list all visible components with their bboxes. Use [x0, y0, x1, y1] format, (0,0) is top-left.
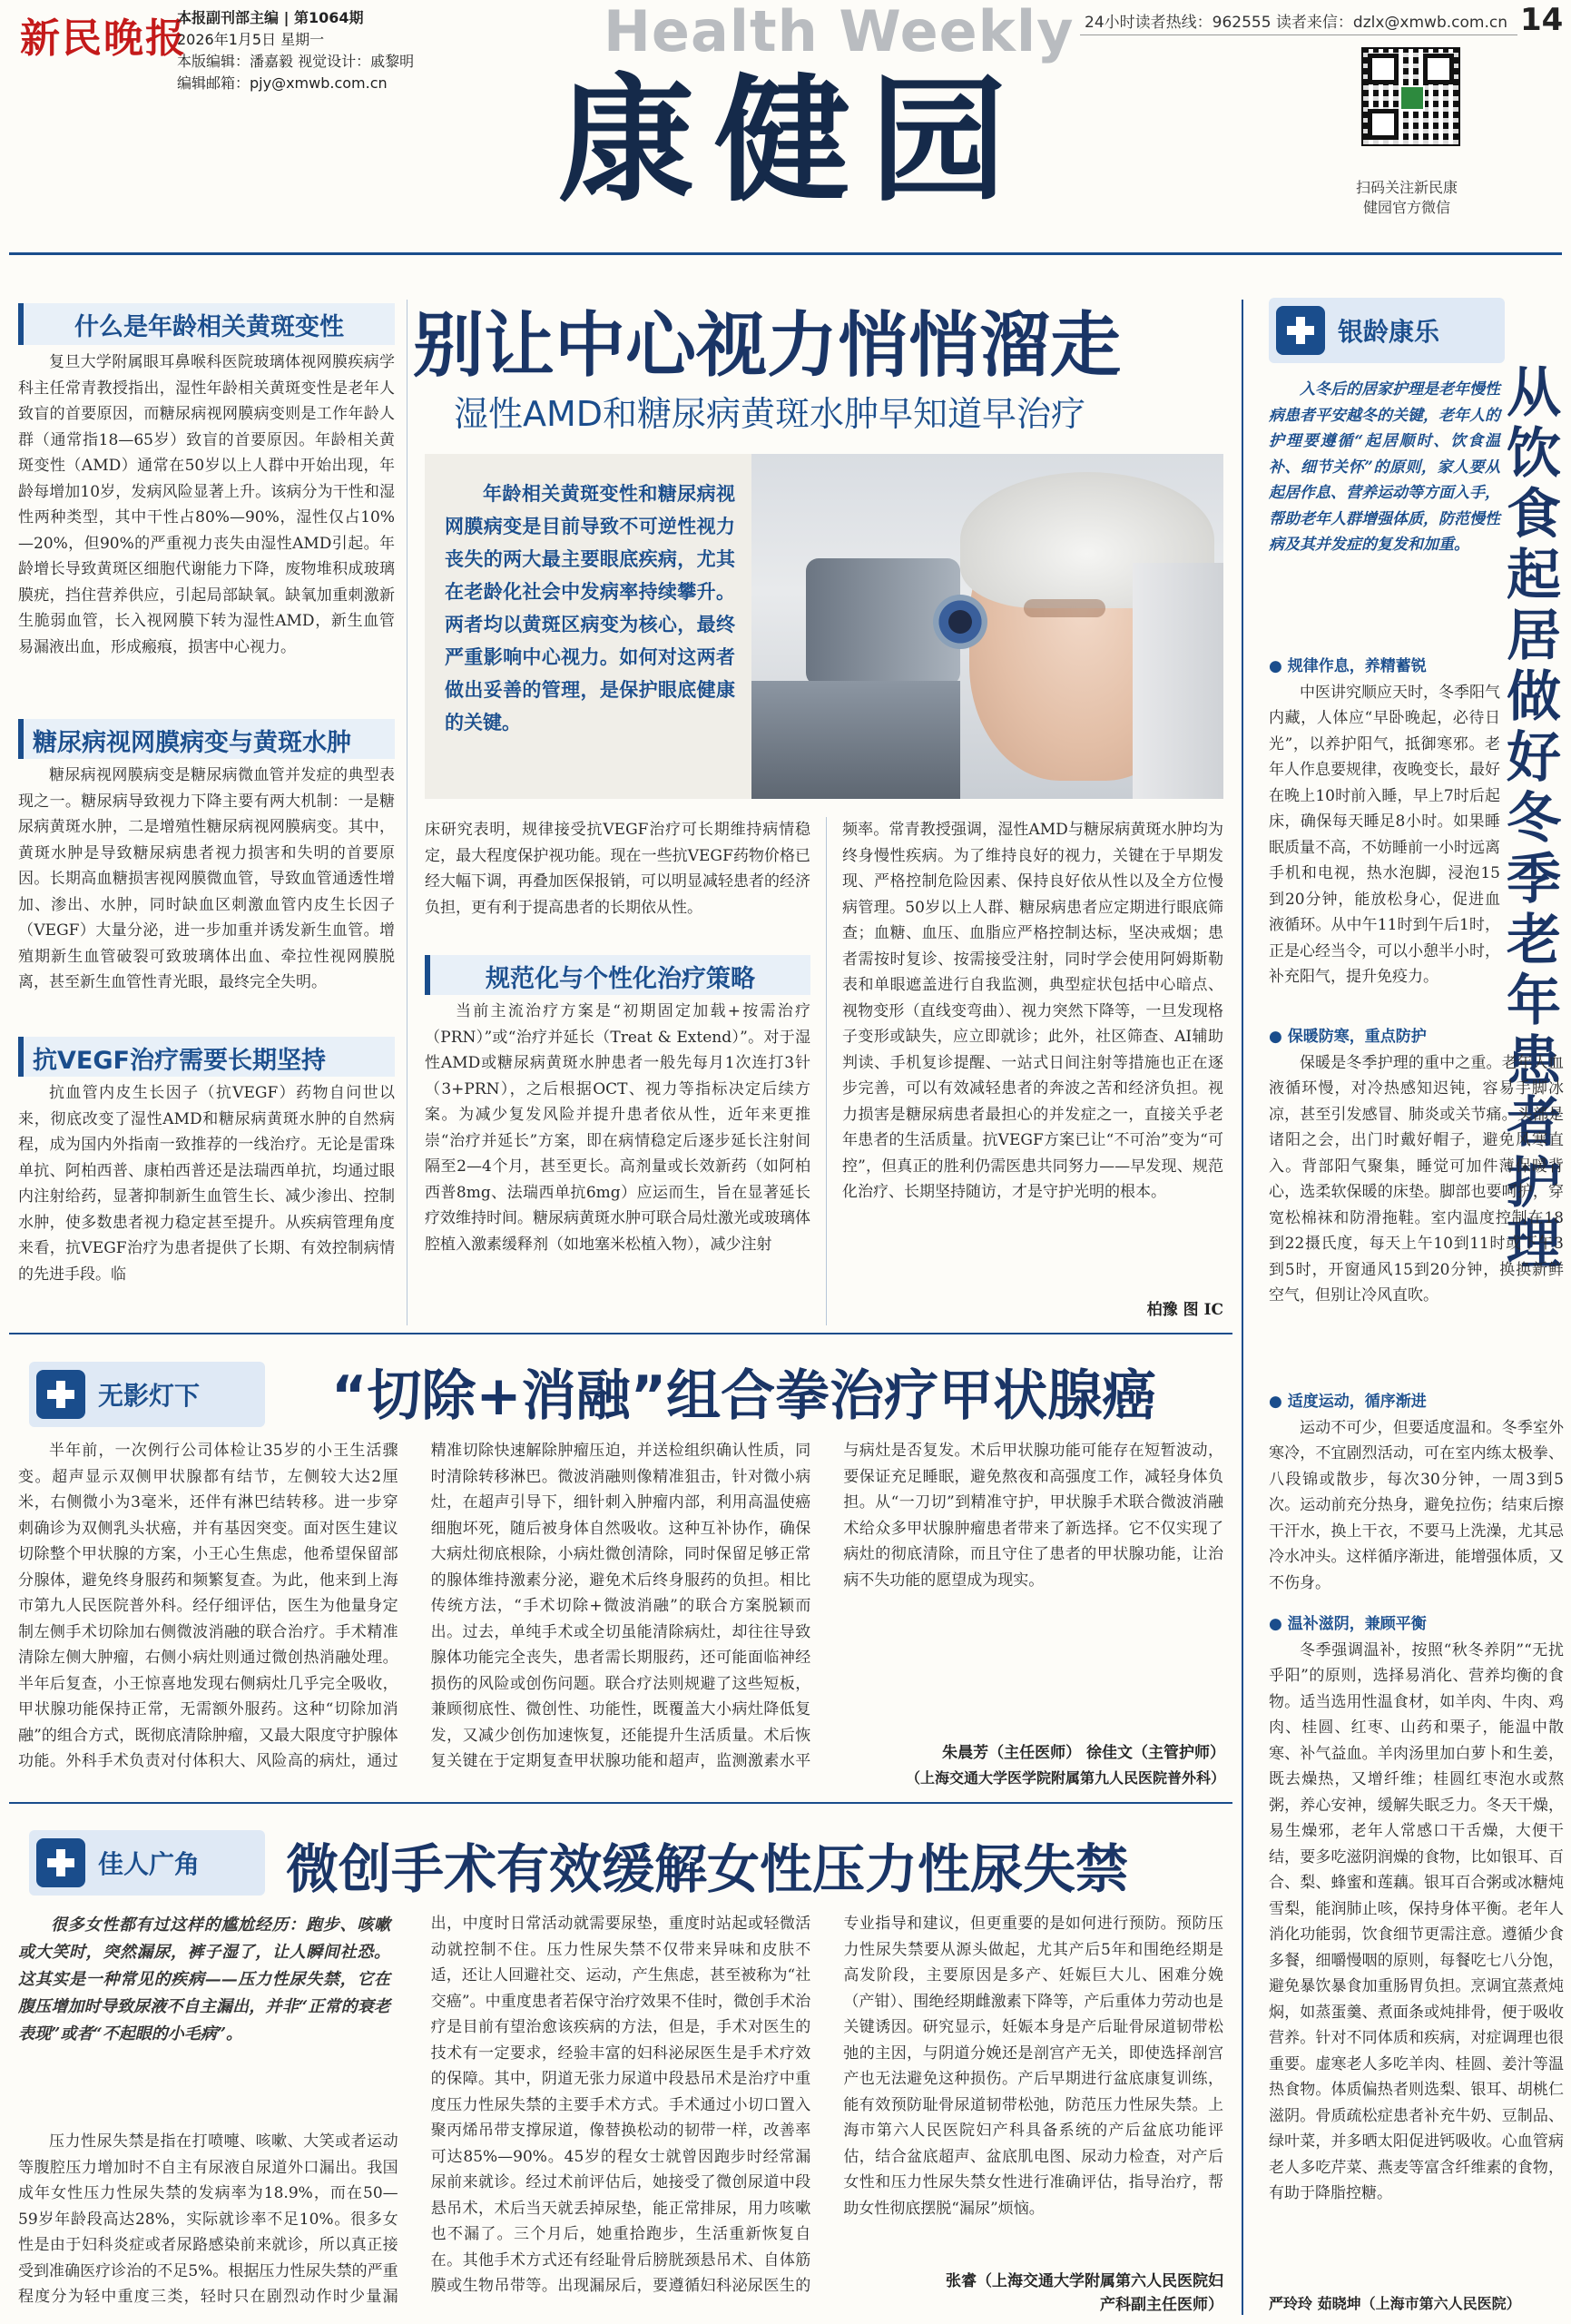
- text-columns: [18, 1911, 1223, 2319]
- section-badge: [1269, 298, 1505, 363]
- medical-cross-icon: [36, 1370, 85, 1419]
- masthead-divider: [9, 252, 1562, 255]
- intro-box: [425, 454, 1223, 799]
- info-line: 编辑邮箱：pjy@xmwb.com.cn: [177, 74, 388, 92]
- sidebar-headline: 从饮食起居做好冬季老年患者护理: [1507, 361, 1561, 1276]
- author-line: 张睿（上海交通大学附属第六人民医院妇: [946, 2272, 1223, 2290]
- paragraph: 中医讲究顺应天时，冬季阳气内藏，人体应“早卧晚起，必待日光”，以养护阳气，抵御寒邪。老年人作息要规律，夜晚变长，最好在晚上10时前入睡，早上7时后起床，确保每天睡足8小时。如果睡眠质量不高，不妨睡前一小时远离手机和电视，热水泡脚，浸泡15到20分钟，能放松身心，促进血液循环。从中午11时到午后1时，正是心经当令，可以小憩半小时，补充阳气，提升免疫力。: [1269, 683, 1500, 986]
- subhead: ● 保暖防寒，重点防护: [1269, 1028, 1427, 1046]
- article-text: [18, 1080, 395, 1321]
- section-badge: [29, 1362, 265, 1427]
- section-heading: 规范化与个性化治疗策略: [425, 955, 810, 995]
- article-text: [425, 999, 810, 1321]
- author-affiliation: 产科副主任医师）: [1100, 2296, 1223, 2314]
- paragraph: 频率。常青教授强调，湿性AMD与糖尿病黄斑水肿均为终身慢性疾病。为了维持良好的视力，关键在于早期发现、严格控制危险因素、保持良好依从性以及全方位慢病管理。50岁以上人群、糖尿病患者应定期进行眼底筛查；血糖、血压、血脂应严格控制达标，坚决戒烟；患者需按时复诊、按需接受注射，同时学会使用阿姆斯勒表和单眼遮盖进行自我监测，典型症状包括中心暗点、视物变形（直线变弯曲）、视力突然下降等，一旦发现格子变形或缺失，应立即就诊；此外，社区筛查、AI辅助判读、手机复诊提醒、一站式日间注射等措施也正在逐步完善，可以有效减轻患者的奔波之苦和经济负担。视力损害是糖尿病患者最担心的并发症之一，直接关乎老年患者的生活质量。抗VEGF方案已让“不可治”变为“可控”，但真正的胜利仍需医患共同努力——早发现、规范化治疗、长期坚持随访，才是守护光明的根本。: [842, 821, 1223, 1201]
- article-text: [18, 1438, 1223, 1792]
- info-line: 本版编辑：潘嘉毅 视觉设计：戚黎明: [177, 53, 415, 70]
- subhead: ● 适度运动，循序渐进: [1269, 1393, 1427, 1411]
- paragraph: 糖尿病视网膜病变是糖尿病微血管并发症的典型表现之一。糖尿病导致视力下降主要有两大机制：一是糖尿病黄斑水肿，二是增殖性糖尿病视网膜病变。其中，黄斑水肿是导致糖尿病患者视力损害和失明的首要原因。长期高血糖损害视网膜微血管，导致血管通透性增加、渗出、水肿，同时缺血区刺激血管内皮生长因子（VEGF）大量分泌，进一步加重并诱发新生血管。增殖期新生血管破裂可致玻璃体出血、牵拉性视网膜脱离，甚至新生血管性青光眼，最终完全失明。: [18, 766, 395, 991]
- medical-cross-icon: [1276, 306, 1325, 355]
- article-text: [425, 817, 810, 953]
- page-number: 14: [1520, 2, 1564, 38]
- section-heading: 糖尿病视网膜病变与黄斑水肿: [18, 719, 395, 759]
- paragraph: 抗血管内皮生长因子（抗VEGF）药物自问世以来，彻底改变了湿性AMD和糖尿病黄斑水肿的自然病程，成为国内外指南一致推荐的一线治疗。无论是雷珠单抗、阿柏西普、康柏西普还是法瑞西单抗，均通过眼内注射给药，显著抑制新生血管生长、减少渗出、控制水肿，使多数患者视力稳定甚至提升。从疾病管理角度来看，抗VEGF治疗为患者提供了长期、有效控制病情的先进手段。临: [18, 1084, 395, 1284]
- paragraph: 压力性尿失禁是指在打喷嚏、咳嗽、大笑或者运动等腹腔压力增加时不自主有尿液自尿道外口漏出。我国成年女性压力性尿失禁的发病率为18.9%，而在50—59岁年龄段高达28%，实际就诊率不足10%。很多女性是由于妇科炎症或者尿路感染前来就诊，所以真正接受到准确医疗诊治的不足5%。根据压力性尿失禁的严重程度分为轻中重度三类，轻时只在剧烈动作时少量漏出，中度时日常活动就需要尿垫，重度时站起或轻微活动就控制不住。压力性尿失禁不仅带来异味和皮肤不适，还让人回避社交、运动，产生焦虑，甚至被称为“社交癌”。中重度患者若保守治疗效果不佳时，微创手术治疗是目前有望治愈该疾病的方法，但是，手术对医生的技术有一定要求，经验丰富的妇科泌尿医生是手术疗效的保障。其中，阴道无张力尿道中段悬吊术是治疗中重度压力性尿失禁的主要手术方式。手术通过小切口置入聚丙烯吊带支撑尿道，像替换松动的韧带一样，改善率可达85%—90%。45岁的程女士就曾因跑步时经常漏尿前来就诊。经过术前评估后，她接受了微创尿道中段悬吊术，术后当天就丢掉尿垫，能正常排尿，用力咳嗽也不漏了。三个月后，她重拾跑步，生活重新恢复自在。其他手术方式还有经耻骨后膀胱颈悬吊术、自体筋膜或生物吊带等。出现漏尿后，要遵循妇科泌尿医生的专业指导和建议，但更重要的是如何进行预防。预防压力性尿失禁要从源头做起，尤其产后5年和围绝经期是高发阶段，主要原因是多产、妊娠巨大儿、困难分娩（产钳）、围绝经期雌激素下降等，产后重体力劳动也是关键诱因。研究显示，妊娠本身是产后耻骨尿道韧带松弛的主因，与阴道分娩还是剖宫产无关，即使选择剖宫产也无法避免这种损伤。产后早期进行盆底康复训练，能有效预防耻骨尿道韧带松弛，防范压力性尿失禁。上海市第六人民医院妇产科具备系统的产后盆底功能评估，结合盆底超声、盆底肌电图、尿动力检查，对产后女性和压力性尿失禁女性进行准确评估，指导治疗，帮助女性彻底摆脱“漏尿”烦恼。: [18, 1915, 1223, 2306]
- paragraph: 冬季强调温补，按照“秋冬养阴”“无扰乎阳”的原则，选择易消化、营养均衡的食物。适当选用性温食材，如羊肉、牛肉、鸡肉、桂圆、红枣、山药和栗子，能温中散寒、补气益血。羊肉汤里加白萝卜和生姜，既去燥热，又增纤维；桂圆红枣泡水或熬粥，养心安神，缓解失眠乏力。冬天干燥，易生燥邪，老年人常感口干舌燥，大便干结，要多吃滋阴润燥的食物，比如银耳、百合、梨、蜂蜜和莲藕。银耳百合粥或冰糖炖雪梨，能润肺止咳，保持身体平衡。老年人消化功能弱，饮食细节更需注意。遵循少食多餐，细嚼慢咽的原则，每餐吃七八分饱，避免暴饮暴食加重肠胃负担。烹调宜蒸煮炖焖，如蒸蛋羹、煮面条或炖排骨，便于吸收营养。针对不同体质和疾病，对症调理也很重要。虚寒老人多吃羊肉、桂圆、姜汁等温热食物。体质偏热者则选梨、银耳、胡桃仁滋阴。骨质疏松症患者补充牛奶、豆制品、绿叶菜，并多晒太阳促进钙吸收。心血管病老人多吃芹菜、燕麦等富含纤维素的食物，有助于降脂控糖。: [1269, 1640, 1564, 2202]
- intro-text: 年龄相关黄斑变性和糖尿病视网膜病变是目前导致不可逆性视力丧失的两大最主要眼底疾病，尤其在老龄化社会中发病率持续攀升。两者均以黄斑区病变为核心，最终严重影响中心视力。如何对这两者做出妥善的管理，是保护眼底健康的关键。: [445, 483, 735, 734]
- sidebar-text: [1269, 1024, 1564, 1387]
- english-title: Health Weekly: [604, 0, 1075, 64]
- sidebar-text: [1269, 1389, 1564, 1634]
- section-heading: 什么是年龄相关黄斑变性: [18, 303, 395, 345]
- lead-text: 很多女性都有过这样的尴尬经历：跑步、咳嗽或大笑时，突然漏尿，裤子湿了，让人瞬间社恐。这其实是一种常见的疾病——压力性尿失禁，它在腹压增加时导致尿液不自主漏出，并非“正常的衰老表现”或者“不起眼的小毛病”。: [18, 1915, 390, 2043]
- eye-exam-photo: [751, 454, 1223, 799]
- main-headline: 别让中心视力悄悄溜走: [413, 305, 1122, 387]
- medical-cross-icon: [36, 1838, 85, 1887]
- subhead: ● 温补滋阴，兼顾平衡: [1269, 1615, 1427, 1633]
- author-line: 朱晨芳（主任医师） 徐佳文（主管护师）: [942, 1744, 1225, 1762]
- section-heading: 抗VEGF治疗需要长期坚持: [18, 1037, 395, 1077]
- article-text: [18, 763, 395, 1035]
- section-badge: [29, 1830, 265, 1896]
- incontinence-headline: 微创手术有效缓解女性压力性尿失禁: [286, 1838, 1129, 1900]
- paragraph: 复旦大学附属眼耳鼻喉科医院玻璃体视网膜疾病学科主任常青教授指出，湿性年龄相关黄斑变性是老年人致盲的首要原因，而糖尿病视网膜病变则是工作年龄人群（通常指18—65岁）致盲的首要原因。年龄相关黄斑变性（AMD）通常在50岁以上人群中开始出现，年龄每增加10岁，发病风险显著上升。该病分为干性和湿性两种类型，其中干性占80%—90%，湿性仅占10%—20%，但90%的严重视力丧失由湿性AMD引起。年龄增长导致黄斑区细胞代谢能力下降，废物堆积成玻璃膜疣，挡住营养供应，引起局部缺氧。缺氧加重刺激新生脆弱血管，长入视网膜下转为湿性AMD，新生血管易漏液出血，形成瘢痕，损害中心视力。: [18, 353, 395, 656]
- author-line: 严玲玲 茹晓坤（上海市第六人民医院）: [1269, 2295, 1521, 2312]
- paragraph: 床研究表明，规律接受抗VEGF治疗可长期维持病情稳定，最大程度保护视功能。现在一些抗VEGF药物价格已经大幅下调，再叠加医保报销，可以明显减轻患者的经济负担，更有利于提高患者的长期依从性。: [425, 821, 810, 917]
- qr-code[interactable]: [1361, 47, 1460, 146]
- masthead: [0, 0, 1571, 250]
- paragraph: 保暖是冬季护理的重中之重。老年人血液循环慢，对冷热感知迟钝，容易手脚冰凉，甚至引发感冒、肺炎或关节痛。头部是诸阳之会，出门时戴好帽子，避免风寒直入。背部阳气聚集，睡觉可加件薄保暖背心，选柔软保暖的床垫。脚部也要呵护，穿宽松棉袜和防滑拖鞋。室内温度控制在18到22摄氏度，每天上午10到11时或下午3到5时，开窗通风15到20分钟，换换新鲜空气，但别让冷风直吹。: [1269, 1053, 1564, 1305]
- thyroid-headline: “切除+消融”组合拳治疗甲状腺癌: [331, 1364, 1157, 1428]
- author-affiliation: （上海交通大学医学院附属第九人民医院普外科）: [905, 1769, 1225, 1787]
- sidebar-intro: 入冬后的居家护理是老年慢性病患者平安越冬的关键，老年人的护理要遵循“起居顺时、饮食温补、细节关怀”的原则，家人要从起居作息、营养运动等方面入手，帮助老年人群增强体质，防范慢性病及其并发症的复发和加重。: [1269, 380, 1500, 554]
- paragraph: 当前主流治疗方案是“初期固定加载+按需治疗（PRN）”或“治疗并延长（Treat & Extend）”。对于湿性AMD或糖尿病黄斑水肿患者一般先每月1次连打3针（3+PRN），之后根据OCT、视力等指标决定后续方案。为减少复发风险并提升患者依从性，近年来更推崇“治疗并延长”方案，即在病情稳定后逐步延长注射间隔至2—4个月，甚至更长。高剂量或长效新药（如阿柏西普8mg、法瑞西单抗6mg）应运而生，旨在显著延长疗效维持时间。糖尿病黄斑水肿可联合局灶激光或玻璃体腔植入激素缓释剂（如地塞米松植入物），减少注射: [425, 1002, 810, 1254]
- chinese-title: 康健园: [558, 61, 1027, 221]
- paragraph: 运动不可少，但要适度温和。冬季室外寒冷，不宜剧烈活动，可在室内练太极拳、八段锦或散步，每次30分钟，一周3到5次。运动前充分热身，避免拉伤；结束后擦干汗水，换上干衣，不要马上洗澡，尤其忌冷水冲头。这样循序渐进，能增强体质，又不伤身。: [1269, 1418, 1564, 1592]
- qr-caption: 扫码关注新民康健园官方微信: [1355, 179, 1458, 216]
- article-text: [18, 350, 395, 717]
- hotline: 24小时读者热线：962555 读者来信：dzlx@xmwb.com.cn: [1085, 14, 1507, 32]
- masthead-info: [177, 7, 414, 94]
- article-text: [842, 817, 1223, 1298]
- badge-label: 佳人广角: [98, 1849, 201, 1879]
- badge-label: 银龄康乐: [1338, 317, 1440, 347]
- photo-credit: 柏豫 图 IC: [1146, 1301, 1223, 1319]
- subhead: ● 规律作息，养精蓄锐: [1269, 657, 1427, 675]
- badge-label: 无影灯下: [98, 1381, 201, 1411]
- paragraph: 半年前，一次例行公司体检让35岁的小王生活骤变。超声显示双侧甲状腺都有结节，左侧较大达2厘米，右侧微小为3毫米，还伴有淋巴结转移。进一步穿刺确诊为双侧乳头状癌，并有基因突变。面对医生建议切除整个甲状腺的方案，小王心生焦虑，他希望保留部分腺体，避免终身服药和频繁复查。为此，他来到上海市第九人民医院普外科。经仔细评估，医生为他量身定制左侧手术切除加右侧微波消融的联合治疗。手术精准清除左侧大肿瘤，右侧小病灶则通过微创热消融处理。半年后复查，小王惊喜地发现右侧病灶几乎完全吸收，甲状腺功能保持正常，无需额外服药。这种“切除加消融”的组合方式，既彻底清除肿瘤，又最大限度守护腺体功能。外科手术负责对付体积大、风险高的病灶，通过精准切除快速解除肿瘤压迫，并送检组织确认性质，同时清除转移淋巴。微波消融则像精准狙击，针对微小病灶，在超声引导下，细针刺入肿瘤内部，利用高温使癌细胞坏死，随后被身体自然吸收。这种互补协作，确保大病灶彻底根除，小病灶微创清除，同时保留足够正常的腺体维持激素分泌，避免术后终身服药的负担。相比传统方法，“手术切除+微波消融”的联合方案脱颖而出。过去，单纯手术或全切虽能清除病灶，却往往导致腺体功能完全丧失，患者需长期服药，还可能面临神经损伤的风险或创伤问题。联合疗法则规避了这些短板，兼顾彻底性、微创性、功能性，既覆盖大小病灶降低复发，又减少创伤加速恢复，还能提升生活质量。术后恢复关键在于定期复查甲状腺功能和超声，监测激素水平与病灶是否复发。术后甲状腺功能可能存在短暂波动，要保证充足睡眠，避免熬夜和高强度工作，减轻身体负担。从“一刀切”到精准守护，甲状腺手术联合微波消融术给众多甲状腺肿瘤患者带来了新选择。它不仅实现了病灶的彻底清除，而且守住了患者的甲状腺功能，让治病不失功能的愿望成为现实。: [18, 1442, 1223, 1770]
- info-line: 2026年1月5日 星期一: [177, 31, 325, 48]
- sidebar-text: [1269, 1611, 1564, 2288]
- info-line: 本报副刊部主编 | 第1064期: [177, 9, 364, 26]
- paper-logo: 新民晚报: [20, 15, 187, 62]
- main-subtitle: 湿性AMD和糖尿病黄斑水肿早知道早治疗: [454, 394, 1086, 434]
